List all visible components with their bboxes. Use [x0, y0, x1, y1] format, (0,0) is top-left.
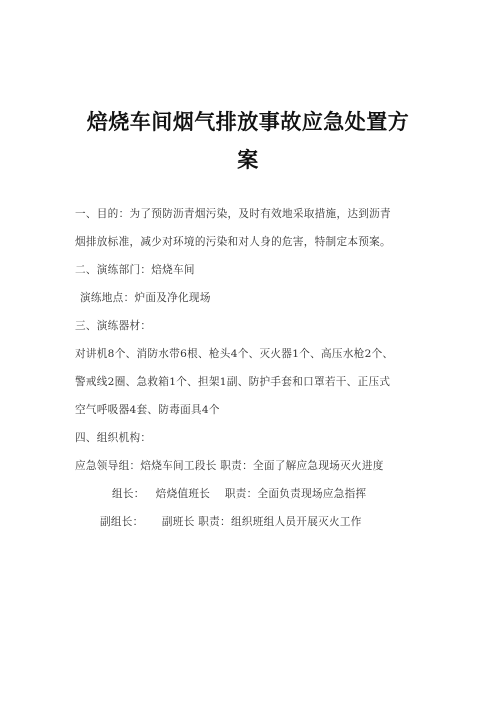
drill-location: 演练地点：炉面及净化现场	[80, 292, 211, 304]
equipment-line3: 空气呼吸器4套、防毒面具4个	[75, 404, 220, 416]
org-leader-group: 应急领导组：焙烧车间工段长 职责：全面了解应急现场灭火进度	[75, 460, 384, 472]
section3-equipment-heading: 三、演练器材：	[75, 320, 152, 332]
org-group-leader: 组长： 焙烧值班长 职责：全面负责现场应急指挥	[112, 488, 367, 500]
section1-purpose-line2: 烟排放标准，减少对环境的污染和对人身的危害，特制定本预案。	[75, 236, 391, 248]
document-title-line1: 焙烧车间烟气排放事故应急处置方	[86, 110, 410, 134]
section2-department: 二、演练部门：焙烧车间	[75, 264, 195, 276]
equipment-line2: 警戒线2圈、急救箱1个、担架1副、防护手套和口罩若干、正压式	[75, 376, 391, 388]
document-title-line2: 案	[237, 148, 259, 172]
org-deputy-leader: 副组长： 副班长 职责：组织班组人员开展灭火工作	[100, 516, 362, 528]
section4-organization-heading: 四、组织机构：	[75, 432, 152, 444]
equipment-line1: 对讲机8个、消防水带6根、枪头4个、灭火器1个、高压水枪2个、	[75, 348, 394, 360]
section1-purpose-line1: 一、目的：为了预防沥青烟污染，及时有效地采取措施，达到沥青	[75, 208, 391, 220]
